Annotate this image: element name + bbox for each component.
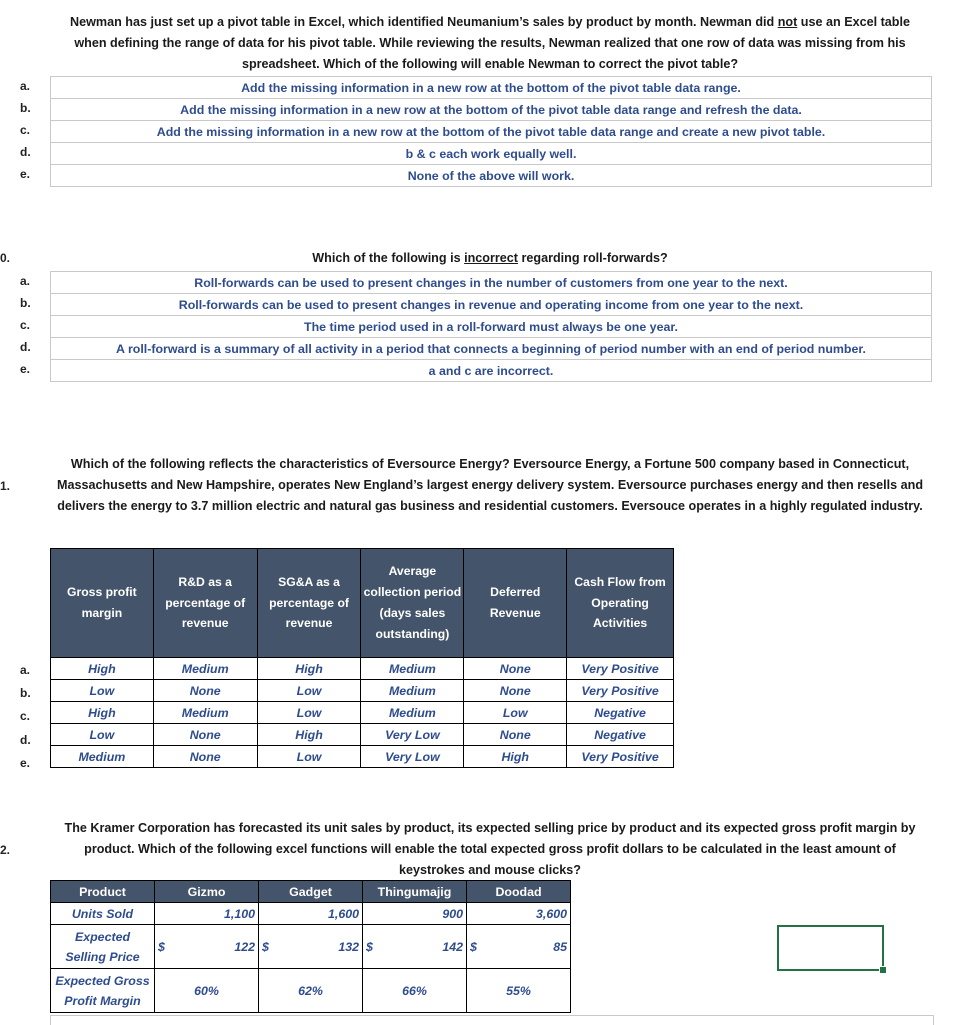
q10-letter-b: b.: [20, 296, 31, 310]
q11-line1: Which of the following reflects the characteristics of Eversource Energy? Eversource Energy, a Fortune 500 company based in Connecticut,: [70, 457, 910, 471]
cell: Low: [51, 724, 154, 746]
q9-options: [50, 76, 932, 187]
q9-letter-e: e.: [20, 167, 31, 181]
cell: Low: [257, 702, 361, 724]
q10-option-b[interactable]: Roll-forwards can be used to present changes in revenue and operating income from one year to the next.: [51, 294, 932, 316]
cell: 132: [279, 925, 363, 969]
cell: 122: [175, 925, 259, 969]
gross-profit-margin-label: Expected Gross Profit Margin: [51, 969, 155, 1013]
cell: Very Low: [361, 746, 464, 768]
cell: Low: [257, 680, 361, 702]
q11-characteristics-table: [50, 548, 674, 768]
cell: 900: [363, 903, 467, 925]
q9-letter-a: a.: [20, 79, 31, 93]
header-gizmo: Gizmo: [155, 881, 259, 903]
kramer-product-table: [50, 880, 571, 1013]
header-deferred-revenue: Deferred Revenue: [464, 549, 567, 658]
q9-letter-d: d.: [20, 145, 31, 159]
cell: Medium: [153, 702, 257, 724]
table-row[interactable]: [51, 658, 674, 680]
q11-letter-c: c.: [20, 709, 31, 723]
cell: 66%: [363, 969, 467, 1013]
q11-question: [40, 454, 940, 517]
cell: Medium: [153, 658, 257, 680]
q10-letter-e: e.: [20, 362, 31, 376]
cell: 1,600: [259, 903, 363, 925]
cell: 1,100: [155, 903, 259, 925]
q9-option-c[interactable]: Add the missing information in a new row at the bottom of the pivot table data range and create a new pivot table.: [51, 121, 932, 143]
cell: None: [464, 680, 567, 702]
q11-letter-b: b.: [20, 686, 31, 700]
q9-letter-c: c.: [20, 123, 31, 137]
selling-price-label: Expected Selling Price: [51, 925, 155, 969]
q10-letter-d: d.: [20, 340, 31, 354]
cell: High: [51, 702, 154, 724]
table-row[interactable]: [51, 925, 571, 969]
cell: Low: [51, 680, 154, 702]
table-row[interactable]: [51, 702, 674, 724]
cell: None: [153, 724, 257, 746]
cell: Very Positive: [567, 658, 674, 680]
table-row[interactable]: [51, 724, 674, 746]
cell: 60%: [155, 969, 259, 1013]
currency-symbol: $: [363, 925, 383, 969]
cell: None: [153, 680, 257, 702]
q12-line2: product. Which of the following excel functions will enable the total expected gross profit dollars to be calculated in the least amount of: [84, 842, 896, 856]
header-doodad: Doodad: [467, 881, 571, 903]
header-sga-percentage: SG&A as a percentage of revenue: [257, 549, 361, 658]
units-sold-label: Units Sold: [51, 903, 155, 925]
q9-option-d[interactable]: b & c each work equally well.: [51, 143, 932, 165]
cell: 3,600: [467, 903, 571, 925]
header-gross-profit-margin: Gross profit margin: [51, 549, 154, 658]
cell: Low: [464, 702, 567, 724]
selected-cell[interactable]: [777, 925, 884, 971]
q9-question: [40, 12, 940, 75]
cell: Low: [257, 746, 361, 768]
q10-letter-a: a.: [20, 274, 31, 288]
fill-handle[interactable]: [879, 966, 887, 974]
cell: High: [257, 724, 361, 746]
table-row[interactable]: [51, 746, 674, 768]
cell: Negative: [567, 724, 674, 746]
header-product: Product: [51, 881, 155, 903]
cell: High: [257, 658, 361, 680]
q10-option-c[interactable]: The time period used in a roll-forward must always be one year.: [51, 316, 932, 338]
cell: 142: [383, 925, 467, 969]
q11-line3: delivers the energy to 3.7 million electric and natural gas business and residential customers. Eversouce operates in a highly regulated industry.: [57, 499, 923, 513]
cell: High: [464, 746, 567, 768]
table-row[interactable]: [51, 969, 571, 1013]
cell: High: [51, 658, 154, 680]
q12-question: [40, 818, 940, 881]
q12-number: 2.: [0, 843, 11, 857]
q9-line3: spreadsheet. Which of the following will enable Newman to correct the pivot table?: [241, 57, 739, 71]
currency-symbol: $: [259, 925, 279, 969]
header-rd-percentage: R&D as a percentage of revenue: [153, 549, 257, 658]
q10-underlined-word: incorrect: [464, 251, 518, 265]
q10-number: 0.: [0, 251, 11, 265]
q9-line1: Newman has just set up a pivot table in Excel, which identified Neumanium’s sales by product by month. Newman did not use an Excel table: [69, 15, 910, 29]
q12-line3: keystrokes and mouse clicks?: [398, 863, 581, 877]
currency-symbol: $: [155, 925, 175, 969]
cell: Negative: [567, 702, 674, 724]
q10-option-a[interactable]: Roll-forwards can be used to present changes in the number of customers from one year to the next.: [51, 272, 932, 294]
q9-underlined-word: not: [777, 15, 798, 29]
q9-letter-b: b.: [20, 101, 31, 115]
cell: 55%: [467, 969, 571, 1013]
table-row[interactable]: [51, 903, 571, 925]
q9-option-a[interactable]: Add the missing information in a new row at the bottom of the pivot table data range.: [51, 77, 932, 99]
cell: Medium: [361, 658, 464, 680]
currency-symbol: $: [467, 925, 487, 969]
table-row[interactable]: [51, 680, 674, 702]
q11-line2: Massachusetts and New Hampshire, operates New England’s largest energy delivery system. Eversource purchases energy and then resells and: [56, 478, 924, 492]
cell: Medium: [361, 680, 464, 702]
cell: None: [464, 724, 567, 746]
cell: None: [153, 746, 257, 768]
q9-option-b[interactable]: Add the missing information in a new row at the bottom of the pivot table data range and refresh the data.: [51, 99, 932, 121]
cell: Very Positive: [567, 680, 674, 702]
cell: Very Low: [361, 724, 464, 746]
q9-line2: when defining the range of data for his pivot table. While reviewing the results, Newman realized that one row of data was missing from his: [74, 36, 906, 50]
q11-letter-a: a.: [20, 663, 31, 677]
q11-letter-e: e.: [20, 756, 31, 770]
q11-number: 1.: [0, 479, 11, 493]
cell: Medium: [361, 702, 464, 724]
header-thingumajig: Thingumajig: [363, 881, 467, 903]
q11-letter-d: d.: [20, 733, 31, 747]
header-cash-flow-operating: Cash Flow from Operating Activities: [567, 549, 674, 658]
header-avg-collection-period: Average collection period (days sales outstanding): [361, 549, 464, 658]
q12-line1: The Kramer Corporation has forecasted its unit sales by product, its expected selling price by product and its expected gross profit margin by: [64, 821, 916, 835]
cell: 62%: [259, 969, 363, 1013]
q10-letter-c: c.: [20, 318, 31, 332]
q9-option-e[interactable]: None of the above will work.: [51, 165, 932, 187]
cell: None: [464, 658, 567, 680]
q10-option-e[interactable]: a and c are incorrect.: [51, 360, 932, 382]
q10-options: [50, 271, 932, 382]
header-gadget: Gadget: [259, 881, 363, 903]
cell: Medium: [51, 746, 154, 768]
cell: 85: [487, 925, 571, 969]
q10-question: Which of the following is incorrect regarding roll-forwards?: [312, 251, 668, 265]
q10-option-d[interactable]: A roll-forward is a summary of all activity in a period that connects a beginning of period number with an end of period number.: [51, 338, 932, 360]
cell: Very Positive: [567, 746, 674, 768]
